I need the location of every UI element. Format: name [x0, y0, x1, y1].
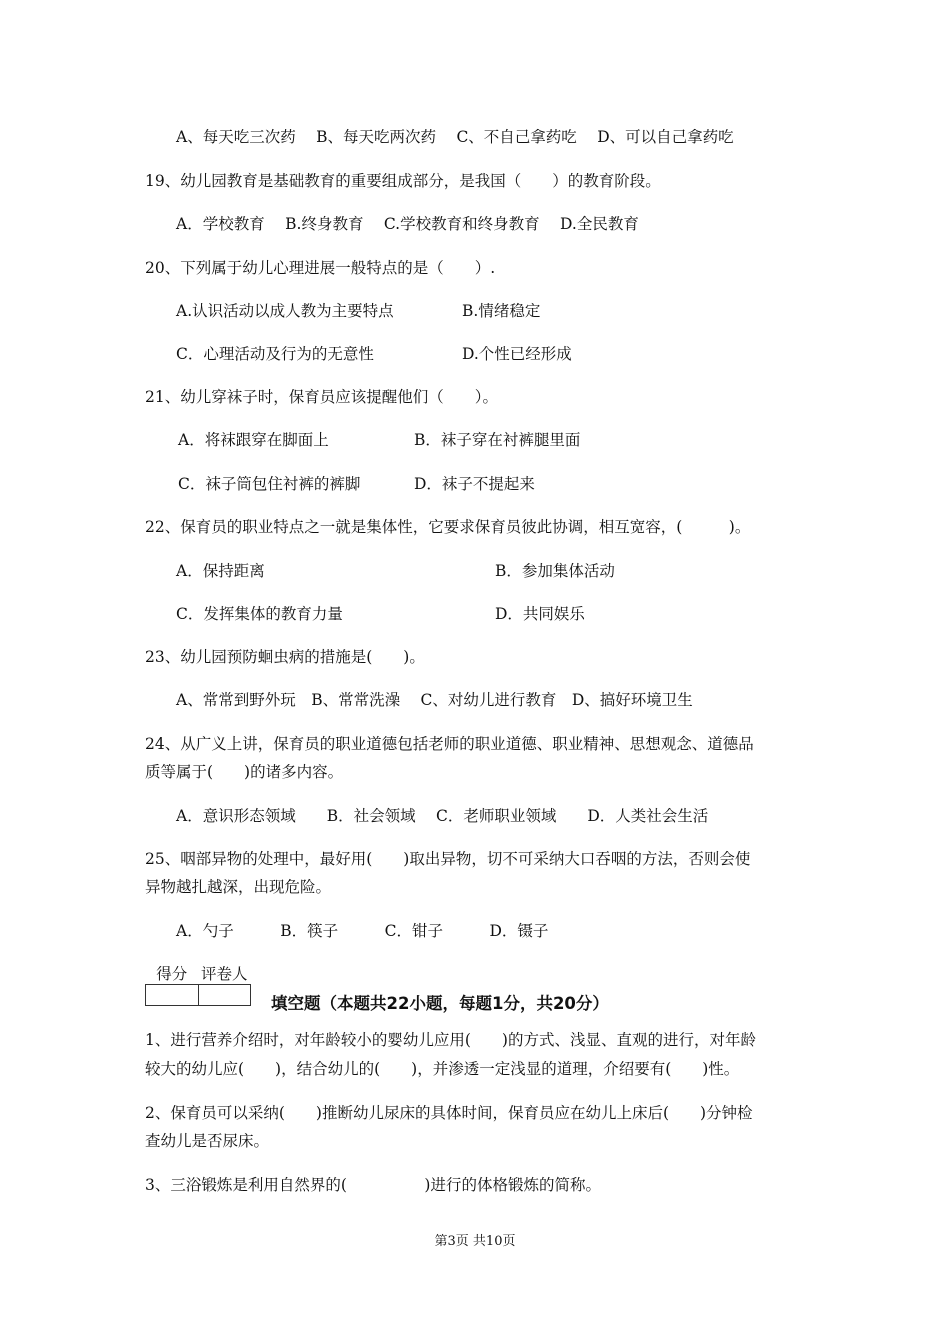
- option-q22-c: C．发挥集体的教育力量: [176, 605, 343, 623]
- option-q22-a: A．保持距离: [176, 562, 265, 580]
- options-q23: A、常常到野外玩 B、常常洗澡 C、对幼儿进行教育 D、搞好环境卫生: [176, 691, 693, 709]
- fill-3: 3、三浴锻炼是利用自然界的( )进行的体格锻炼的简称。: [145, 1176, 601, 1194]
- option-q20-b: B.情绪稳定: [462, 302, 541, 320]
- option-q21-c: C．袜子筒包住衬裤的裤脚: [178, 475, 361, 493]
- question-22: 22、保育员的职业特点之一就是集体性，它要求保育员彼此协调，相互宽容，( )。: [145, 518, 751, 536]
- options-q19: A．学校教育 B.终身教育 C.学校教育和终身教育 D.全民教育: [176, 215, 639, 233]
- score-box: [145, 962, 251, 1006]
- fill-2-line1: 2、保育员可以采纳( )推断幼儿尿床的具体时间，保育员应在幼儿上床后( )分钟检: [145, 1104, 753, 1122]
- section-title: 填空题（本题共22小题，每题1分，共20分）: [271, 994, 609, 1013]
- options-q18: A、每天吃三次药 B、每天吃两次药 C、不自己拿药吃 D、可以自己拿药吃: [176, 128, 734, 146]
- grader-cell: [198, 985, 251, 1006]
- fill-2-line2: 查幼儿是否尿床。: [145, 1132, 270, 1150]
- options-q25: A．勺子 B．筷子 C．钳子 D．镊子: [176, 922, 549, 940]
- question-19: 19、幼儿园教育是基础教育的重要组成部分，是我国（ ）的教育阶段。: [145, 172, 661, 190]
- question-24-line2: 质等属于( )的诸多内容。: [145, 763, 344, 781]
- grader-label: 评卷人: [198, 962, 251, 985]
- option-q22-d: D．共同娱乐: [495, 605, 585, 623]
- option-q20-d: D.个性已经形成: [462, 345, 572, 363]
- option-q21-b: B．袜子穿在衬裤腿里面: [414, 431, 581, 449]
- option-q21-d: D．袜子不提起来: [414, 475, 535, 493]
- option-q21-a: A．将袜跟穿在脚面上: [178, 431, 329, 449]
- question-23: 23、幼儿园预防蛔虫病的措施是( )。: [145, 648, 425, 666]
- score-cell: [146, 985, 199, 1006]
- page-footer: 第3页 共10页: [434, 1234, 516, 1249]
- score-label: 得分: [146, 962, 199, 985]
- option-q20-a: A.认识活动以成人教为主要特点: [176, 302, 394, 320]
- question-25-line2: 异物越扎越深，出现危险。: [145, 878, 332, 896]
- fill-1-line1: 1、进行营养介绍时，对年龄较小的婴幼儿应用( )的方式、浅显、直观的进行，对年龄: [145, 1031, 756, 1049]
- question-25-line1: 25、咽部异物的处理中，最好用( )取出异物，切不可采纳大口吞咽的方法，否则会使: [145, 850, 751, 868]
- question-24-line1: 24、从广义上讲，保育员的职业道德包括老师的职业道德、职业精神、思想观念、道德品: [145, 735, 754, 753]
- fill-1-line2: 较大的幼儿应( )，结合幼儿的( )，并渗透一定浅显的道理，介绍要有( )性。: [145, 1060, 740, 1078]
- option-q22-b: B．参加集体活动: [495, 562, 615, 580]
- question-21: 21、幼儿穿袜子时，保育员应该提醒他们（ ）。: [145, 388, 498, 406]
- options-q24: A．意识形态领域 B．社会领域 C．老师职业领域 D．人类社会生活: [176, 807, 709, 825]
- option-q20-c: C．心理活动及行为的无意性: [176, 345, 374, 363]
- question-20: 20、下列属于幼儿心理进展一般特点的是（ ）.: [145, 259, 496, 277]
